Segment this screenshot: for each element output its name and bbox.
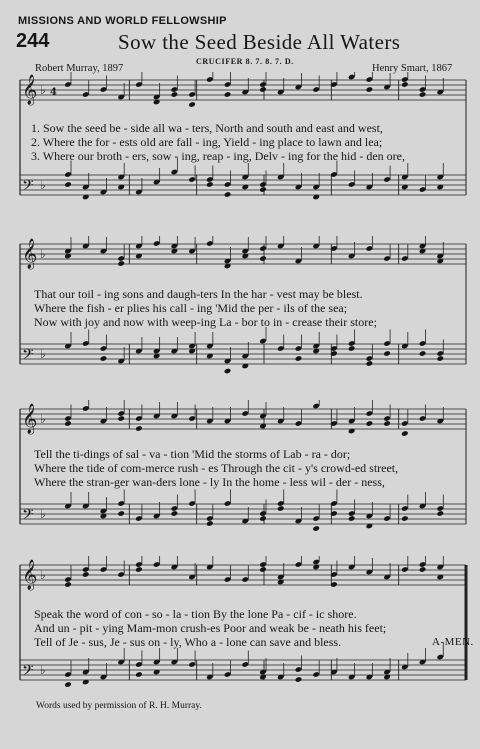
notehead	[348, 345, 356, 352]
treble-clef-icon: 𝄞	[22, 239, 38, 269]
notehead	[295, 676, 303, 683]
bass-clef-icon: 𝄢	[22, 506, 34, 527]
lyric-line-2-1: That our toil - ing sons and daugh-ters In the har - vest may be blest.	[34, 287, 363, 301]
time-signature: 4	[50, 87, 57, 98]
music-system-3	[0, 400, 480, 540]
notehead	[64, 581, 72, 588]
flat-sign-icon: ♭	[40, 507, 46, 521]
notehead	[259, 566, 267, 573]
notehead	[277, 505, 285, 512]
music-system-2	[0, 236, 480, 386]
music-system-1	[0, 72, 480, 222]
flat-sign-icon: ♭	[40, 663, 46, 677]
flat-sign-icon: ♭	[40, 83, 46, 97]
notehead	[171, 91, 179, 98]
notehead	[436, 510, 444, 517]
notehead	[135, 425, 143, 432]
author-credit: Robert Murray, 1897	[35, 63, 124, 74]
notehead	[401, 515, 409, 522]
music-system-4	[0, 556, 480, 696]
lyric-line-3-1: Tell the ti-dings of sal - va - tion 'Mid the storms of Lab - ra - dor;	[34, 447, 351, 461]
treble-clef-icon: 𝄞	[22, 404, 38, 434]
notehead	[224, 191, 232, 198]
treble-clef-icon: 𝄞	[22, 75, 38, 105]
notehead	[206, 181, 214, 188]
hymn-title: Sow the Seed Beside All Waters	[118, 30, 401, 54]
notehead	[366, 360, 374, 367]
notehead	[348, 515, 356, 522]
flat-sign-icon: ♭	[40, 412, 46, 426]
notehead	[401, 430, 409, 437]
notehead	[117, 260, 125, 267]
treble-clef-icon: 𝄞	[22, 560, 38, 590]
notehead	[117, 415, 125, 422]
notehead	[82, 571, 90, 578]
flat-sign-icon: ♭	[40, 178, 46, 192]
notehead	[117, 510, 125, 517]
notehead	[259, 86, 267, 93]
notehead	[419, 566, 427, 573]
notehead	[224, 368, 232, 375]
lyric-line-3-3: Where the stran-ger wan-ders lone - ly In the home - less wil - der - ness,	[34, 475, 385, 489]
notehead	[224, 91, 232, 98]
bass-clef-icon: 𝄢	[22, 662, 34, 683]
notehead	[206, 520, 214, 527]
notehead	[401, 81, 409, 88]
notehead	[312, 525, 320, 532]
lyric-line-4-1: Speak the word of con - so - la - tion By the lone Pa - cif - ic shore.	[34, 607, 357, 621]
lyric-line-4-2: And un - pit - ying Mam-mon crush-es Poor and weak be - neath his feet;	[34, 621, 387, 635]
flat-sign-icon: ♭	[40, 568, 46, 582]
notehead	[366, 86, 374, 93]
notehead	[419, 350, 427, 357]
amen-label: A-MEN.	[432, 636, 474, 648]
notehead	[259, 186, 267, 193]
lyric-line-4-3: Tell of Je - sus, Je - sus on - ly, Who a - lone can save and bless.	[34, 635, 342, 649]
lyric-line-1-3: 3. Where our broth - ers, sow - ing, reap - ing, Delv - ing for the hid - den ore,	[31, 149, 406, 163]
notehead	[419, 91, 427, 98]
notehead	[259, 515, 267, 522]
notehead	[188, 101, 196, 108]
tune-meter: CRUCIFER 8. 7. 8. 7. D.	[196, 57, 294, 66]
notehead	[295, 355, 303, 362]
notehead	[171, 510, 179, 517]
bass-clef-icon: 𝄢	[22, 177, 34, 198]
notehead	[259, 255, 267, 262]
notehead	[64, 181, 72, 188]
notehead	[64, 681, 72, 688]
hymn-number: 244	[16, 30, 50, 52]
notehead	[383, 350, 391, 357]
flat-sign-icon: ♭	[40, 347, 46, 361]
notehead	[383, 420, 391, 427]
permission-footer: Words used by permission of R. H. Murray.	[36, 701, 202, 711]
flat-sign-icon: ♭	[40, 247, 46, 261]
notehead	[100, 355, 108, 362]
section-heading: MISSIONS AND WORLD FELLOWSHIP	[18, 15, 227, 27]
lyric-line-1-1: 1. Sow the seed be - side all wa - ters, North and south and east and west,	[31, 121, 383, 135]
notehead	[135, 566, 143, 573]
composer-credit: Henry Smart, 1867	[372, 63, 453, 74]
notehead	[64, 420, 72, 427]
lyric-line-1-2: 2. Where the for - ests old are fall - ing, Yield - ing place to lawn and lea;	[31, 135, 383, 149]
lyric-line-3-2: Where the tide of com-merce rush - es Through the cit - y's crowd-ed street,	[34, 461, 399, 475]
lyric-line-2-3: Now with joy and now with weep-ing La - bor to in - crease their store;	[34, 315, 377, 329]
notehead	[366, 420, 374, 427]
bass-clef-icon: 𝄢	[22, 346, 34, 367]
notehead	[436, 355, 444, 362]
notehead	[135, 671, 143, 678]
lyric-line-2-2: Where the fish - er plies his call - ing 'Mid the per - ils of the sea;	[34, 301, 348, 315]
